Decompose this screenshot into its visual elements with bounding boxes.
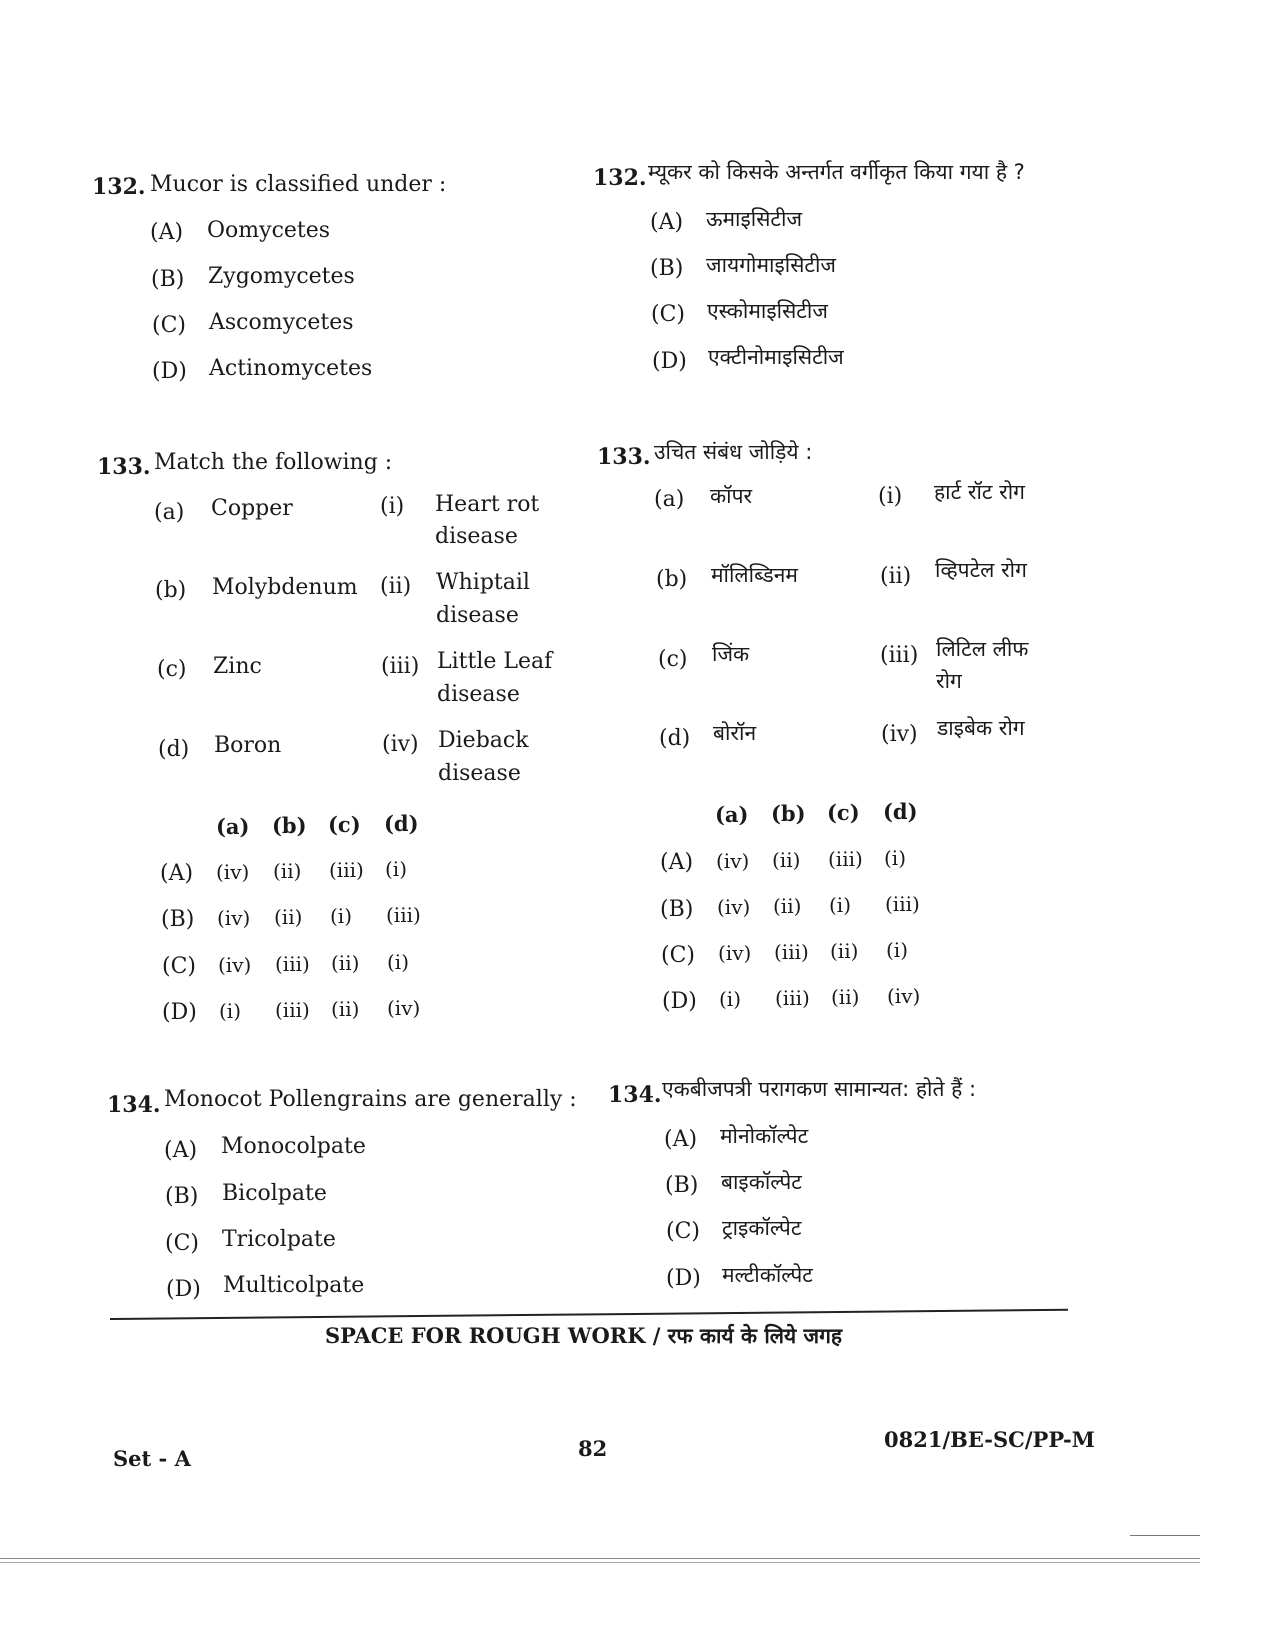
grid-cell: (iv) <box>217 906 251 930</box>
grid-cell: (i) <box>886 938 909 962</box>
grid-cell: (i) <box>884 846 907 870</box>
grid-cell: (iv) <box>718 941 752 965</box>
pair-left: Boron <box>214 733 282 758</box>
pair-left-letter: (b) <box>656 567 688 592</box>
grid-cell: (iv) <box>216 860 250 884</box>
pair-right: Whiptail <box>436 570 530 595</box>
grid-cell: (iv) <box>887 984 921 1008</box>
pair-right: disease <box>438 761 521 786</box>
option-letter: (D) <box>652 349 687 374</box>
grid-cell: (i) <box>719 987 742 1011</box>
grid-cell: (ii) <box>331 997 360 1021</box>
pair-left-letter: (d) <box>659 726 691 751</box>
option-letter: (C) <box>651 302 685 327</box>
grid-row-letter: (C) <box>661 943 695 968</box>
option-letter: (D) <box>166 1277 201 1302</box>
grid-header: (d) <box>883 799 918 824</box>
option-text: बाइकॉल्पेट <box>721 1170 802 1194</box>
option-text: एक्टीनोमाइसिटीज <box>708 345 844 369</box>
grid-header: (a) <box>216 814 250 839</box>
grid-cell: (iv) <box>387 996 421 1020</box>
pair-left: बोरॉन <box>713 721 757 745</box>
pair-right-letter: (ii) <box>880 564 912 589</box>
option-text: Oomycetes <box>207 218 331 243</box>
option-text: Monocolpate <box>221 1134 366 1159</box>
option-text: Bicolpate <box>222 1181 327 1206</box>
pair-right: व्हिपटेल रोग <box>935 558 1027 582</box>
option-text: जायगोमाइसिटीज <box>706 253 837 277</box>
bottom-edge-rule <box>0 1562 1200 1563</box>
grid-cell: (i) <box>219 999 242 1023</box>
grid-cell: (ii) <box>772 848 801 872</box>
page-number: 82 <box>578 1436 608 1461</box>
pair-left: मॉलिब्डिनम <box>711 563 798 587</box>
grid-header: (b) <box>771 801 806 826</box>
grid-row-letter: (D) <box>162 1000 197 1025</box>
grid-cell: (ii) <box>273 859 302 883</box>
grid-cell: (iii) <box>885 892 920 916</box>
grid-cell: (iii) <box>386 903 421 927</box>
option-text: मोनोकॉल्पेट <box>720 1124 809 1148</box>
grid-cell: (ii) <box>773 894 802 918</box>
pair-right: Dieback <box>438 728 529 753</box>
grid-header: (d) <box>384 811 419 836</box>
question-text: म्यूकर को किसके अन्तर्गत वर्गीकृत किया गया है ? <box>648 160 1025 184</box>
grid-cell: (i) <box>829 893 852 917</box>
option-letter: (B) <box>165 1184 199 1209</box>
option-text: Actinomycetes <box>209 356 373 381</box>
question-number: 133. <box>597 444 651 470</box>
set-label: Set - A <box>113 1446 191 1471</box>
grid-row-letter: (D) <box>662 989 697 1014</box>
pair-right: लिटिल लीफ <box>936 637 1029 661</box>
grid-cell: (iii) <box>329 858 364 882</box>
grid-cell: (i) <box>385 857 408 881</box>
grid-cell: (iv) <box>717 895 751 919</box>
pair-right: disease <box>437 682 520 707</box>
question-text: उचित संबंध जोड़िये : <box>654 440 813 464</box>
grid-cell: (ii) <box>331 951 360 975</box>
question-text: Match the following : <box>154 450 393 475</box>
pair-left-letter: (b) <box>155 578 187 603</box>
grid-cell: (iii) <box>828 847 863 871</box>
option-letter: (B) <box>650 256 684 281</box>
grid-cell: (iii) <box>775 986 810 1010</box>
grid-header: (c) <box>328 812 361 837</box>
pair-right-letter: (iv) <box>382 732 419 757</box>
option-letter: (B) <box>665 1173 699 1198</box>
option-letter: (A) <box>650 210 684 235</box>
grid-row-letter: (B) <box>660 897 694 922</box>
option-letter: (D) <box>666 1266 701 1291</box>
pair-right: हार्ट रॉट रोग <box>934 480 1025 504</box>
grid-cell: (iii) <box>275 998 310 1022</box>
pair-left-letter: (c) <box>157 657 187 682</box>
grid-row-letter: (B) <box>161 907 195 932</box>
grid-row-letter: (A) <box>660 850 694 875</box>
grid-cell: (iii) <box>774 940 809 964</box>
question-text: Mucor is classified under : <box>150 172 447 197</box>
rough-work-label: SPACE FOR ROUGH WORK / रफ कार्य के लिये जगह <box>325 1323 843 1348</box>
option-text: Ascomycetes <box>209 310 354 335</box>
pair-left-letter: (c) <box>658 647 688 672</box>
question-number: 132. <box>593 165 647 191</box>
corner-rule <box>1130 1535 1200 1536</box>
grid-row-letter: (A) <box>160 861 194 886</box>
pair-right: रोग <box>936 669 962 693</box>
option-letter: (A) <box>150 220 184 245</box>
pair-left: Molybdenum <box>212 575 358 600</box>
grid-cell: (i) <box>330 904 353 928</box>
grid-cell: (i) <box>387 950 410 974</box>
pair-left-letter: (a) <box>154 500 185 525</box>
option-text: मल्टीकॉल्पेट <box>722 1263 813 1287</box>
question-text: Monocot Pollengrains are generally : <box>164 1087 577 1112</box>
pair-right: Heart rot <box>435 492 540 517</box>
pair-right-letter: (iii) <box>880 643 919 668</box>
option-letter: (C) <box>152 313 186 338</box>
pair-right-letter: (ii) <box>380 574 412 599</box>
question-number: 134. <box>107 1092 161 1118</box>
option-text: ट्राइकॉल्पेट <box>722 1216 802 1240</box>
option-letter: (A) <box>664 1127 698 1152</box>
pair-left: जिंक <box>712 642 750 666</box>
option-text: Tricolpate <box>222 1227 336 1252</box>
pair-right: disease <box>435 524 518 549</box>
option-text: एस्कोमाइसिटीज <box>707 299 828 323</box>
grid-cell: (ii) <box>830 939 859 963</box>
grid-header: (a) <box>715 802 749 827</box>
pair-left: कॉपर <box>710 484 753 508</box>
option-letter: (C) <box>666 1219 700 1244</box>
bottom-edge-rule <box>0 1558 1200 1559</box>
rough-work-rule <box>110 1309 1068 1320</box>
option-text: ऊमाइसिटीज <box>706 207 803 231</box>
option-letter: (C) <box>165 1231 199 1256</box>
question-text: एकबीजपत्री परागकण सामान्यत: होते हैं : <box>662 1077 977 1101</box>
grid-row-letter: (C) <box>162 954 196 979</box>
option-letter: (D) <box>152 359 187 384</box>
option-letter: (B) <box>151 267 185 292</box>
pair-left: Zinc <box>213 654 262 679</box>
paper-code: 0821/BE-SC/PP-M <box>884 1427 1095 1452</box>
option-text: Multicolpate <box>223 1273 365 1298</box>
pair-right: Little Leaf <box>437 649 553 674</box>
pair-right: disease <box>436 603 519 628</box>
question-number: 134. <box>608 1082 662 1108</box>
option-letter: (A) <box>164 1138 198 1163</box>
grid-header: (c) <box>827 800 860 825</box>
pair-right-letter: (iv) <box>881 722 918 747</box>
pair-left-letter: (a) <box>654 487 685 512</box>
pair-right-letter: (i) <box>380 494 405 519</box>
question-number: 132. <box>92 174 146 200</box>
pair-right: डाइबेक रोग <box>937 716 1025 740</box>
grid-cell: (ii) <box>274 905 303 929</box>
pair-left-letter: (d) <box>158 737 190 762</box>
grid-header: (b) <box>272 813 307 838</box>
grid-cell: (ii) <box>831 985 860 1009</box>
grid-cell: (iv) <box>218 953 252 977</box>
question-number: 133. <box>97 454 151 480</box>
pair-right-letter: (i) <box>878 484 903 509</box>
pair-left: Copper <box>211 496 293 521</box>
option-text: Zygomycetes <box>208 264 355 289</box>
pair-right-letter: (iii) <box>381 654 420 679</box>
grid-cell: (iii) <box>275 952 310 976</box>
grid-cell: (iv) <box>716 849 750 873</box>
